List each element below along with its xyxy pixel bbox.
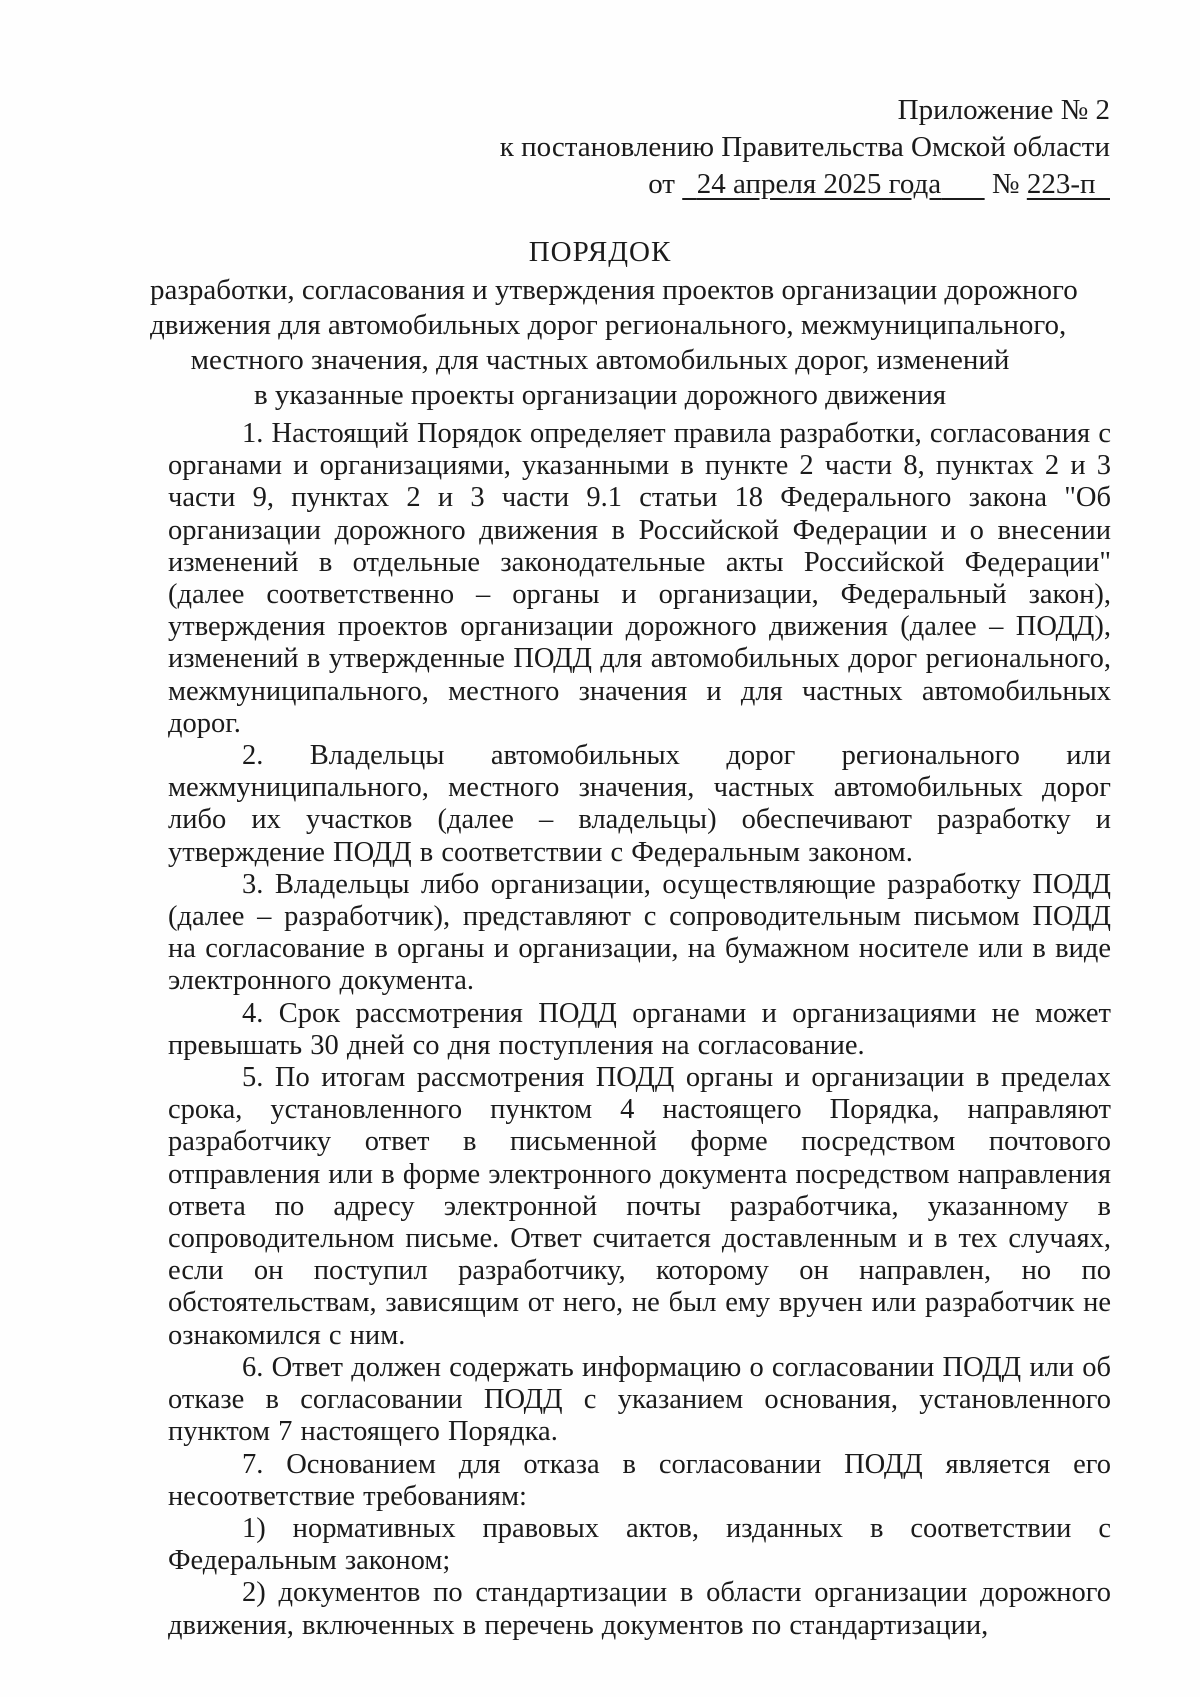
document-title-block (150, 235, 1078, 413)
date-prefix: от (648, 168, 675, 200)
paragraph-5: 5. По итогам рассмотрения ПОДД органы и организации в пределах срока, установленного пунктом 4 настоящего Порядка, направляют разработчику ответ в письменной форме посредством почтового отправления или в форме электронного документа посредством направления ответа по адресу электронной почты разработчика, указанному в сопроводительном письме. Ответ считается доставленным и в тех случаях, если он поступил разработчику, которому он направлен, но по обстоятельствам, зависящим от него, не был ему вручен или разработчик не ознакомился с ним. (168, 1062, 1111, 1351)
paragraph-3: 3. Владельцы либо организации, осуществляющие разработку ПОДД (далее – разработчик), представляют с сопроводительным письмом ПОДД на согласование в органы и организации, на бумажном носителе или в виде электронного документа. (168, 868, 1111, 997)
paragraph-6: 6. Ответ должен содержать информацию о согласовании ПОДД или об отказе в согласовании ПОДД с указанием основания, установленного пунктом 7 настоящего Порядка. (168, 1351, 1111, 1448)
document-title: ПОРЯДОК (528, 236, 672, 268)
document-subtitle-line: разработки, согласования и утверждения проектов организации дорожного (150, 274, 1078, 306)
paragraph-7: 7. Основанием для отказа в согласовании ПОДД является его несоответствие требованиям: (168, 1448, 1111, 1512)
subitem-1: 1) нормативных правовых актов, изданных в соответствии с Федеральным законом; (168, 1512, 1111, 1577)
subitem-2: 2) документов по стандартизации в области организации дорожного движения, включенных в перечень документов по стандартизации, (168, 1577, 1111, 1641)
number-prefix: № (991, 168, 1020, 200)
appendix-header (500, 92, 1110, 203)
paragraph-1: 1. Настоящий Порядок определяет правила разработки, согласования с органами и организациями, указанными в пункте 2 части 8, пунктах 2 и 3 части 9, пунктах 2 и 3 части 9.1 статьи 18 Федерального закона "Об организации дорожного движения в Российской Федерации и о внесении изменений в отдельные законодательные акты Российской Федерации" (далее соответственно – органы и организации, Федеральный закон), утверждения проектов организации дорожного движения (далее – ПОДД), изменений в утвержденные ПОДД для автомобильных дорог регионального, межмуниципального, местного значения и для частных автомобильных дорог. (168, 418, 1111, 739)
paragraph-4: 4. Срок рассмотрения ПОДД органами и организациями не может превышать 30 дней со дня поступления на согласование. (168, 997, 1111, 1061)
resolution-date: 24 апреля 2025 года (696, 168, 942, 200)
document-subtitle-line: в указанные проекты организации дорожного движения (253, 379, 947, 411)
document-subtitle-line: местного значения, для частных автомобильных дорог, изменений (190, 344, 1010, 376)
resolution-number: 223-п (1026, 168, 1096, 200)
document-subtitle-line: движения для автомобильных дорог регионального, межмуниципального, (150, 309, 1067, 341)
resolution-reference: к постановлению Правительства Омской области (499, 131, 1110, 163)
resolution-date-line (500, 166, 1110, 203)
appendix-number: Приложение № 2 (897, 94, 1110, 126)
paragraph-2: 2. Владельцы автомобильных дорог регионального или межмуниципального, местного значения, частных автомобильных дорог либо их участков (далее – владельцы) обеспечивают разработку и утверждение ПОДД в соответствии с Федеральным законом. (168, 740, 1111, 868)
document-body (168, 418, 1111, 1642)
